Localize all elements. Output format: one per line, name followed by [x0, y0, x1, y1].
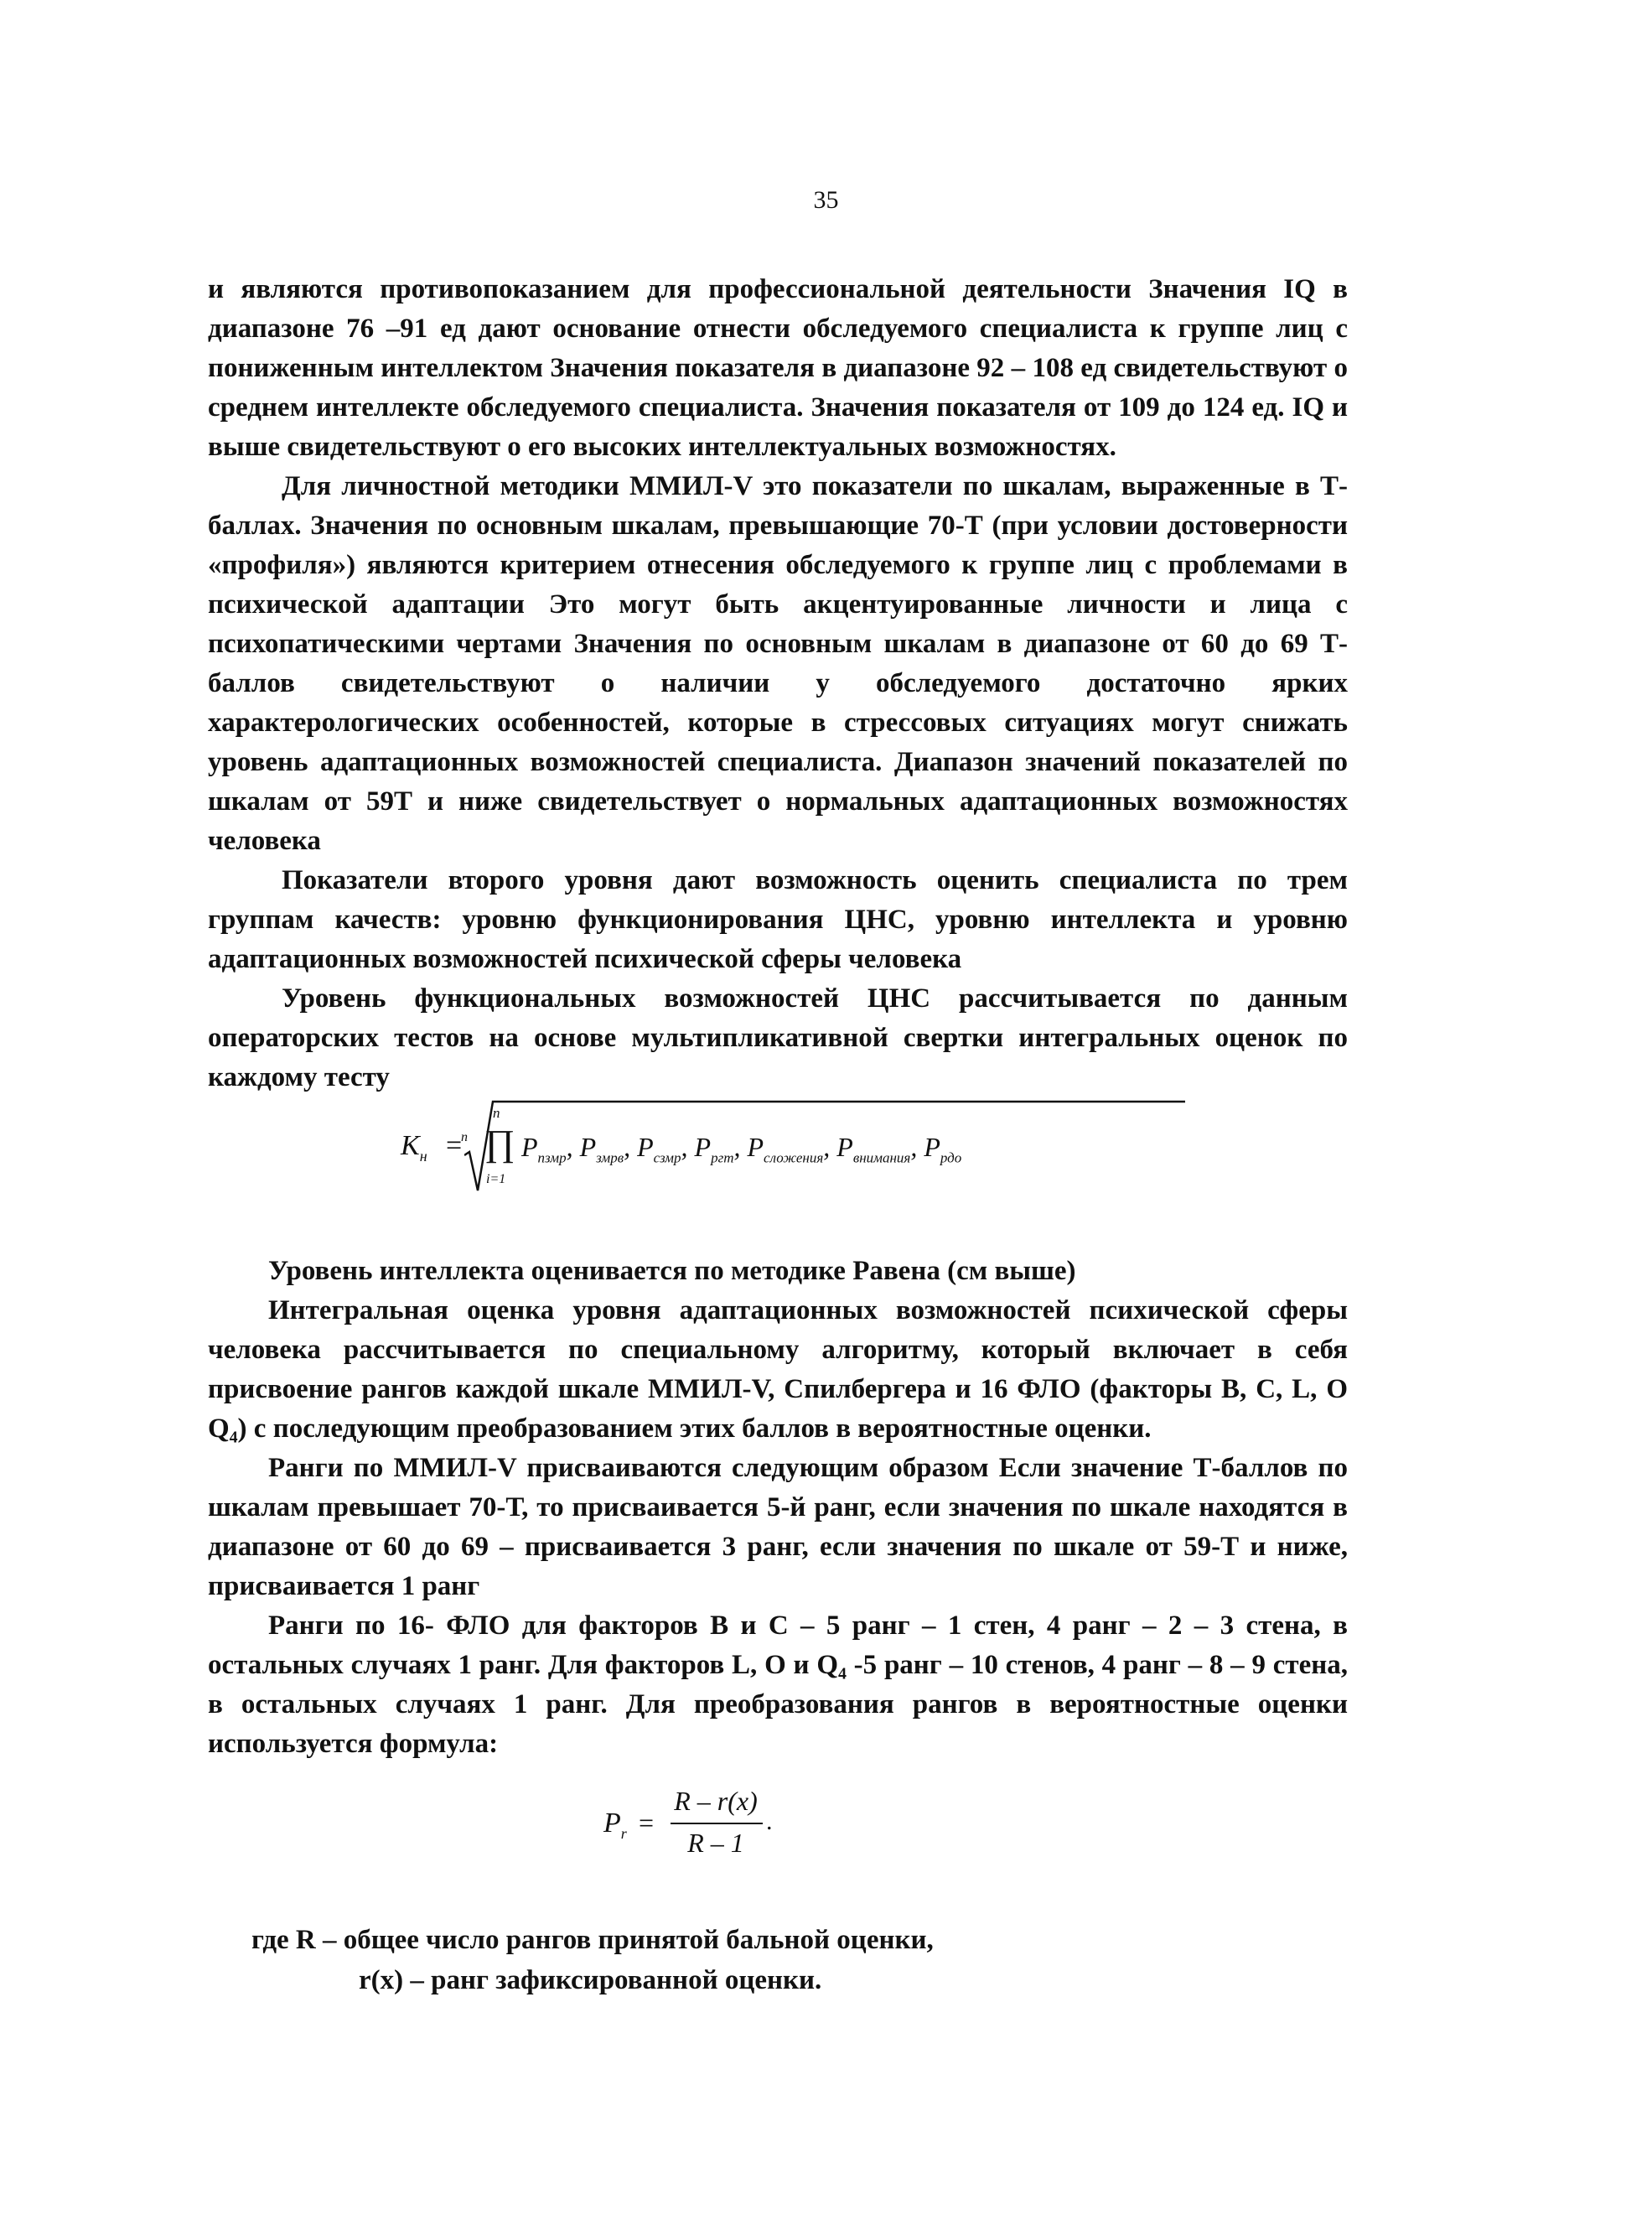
fraction-numerator: R – r(x) [674, 1786, 758, 1816]
legend-line-rx: r(x) – ранг зафиксированной оценки. [359, 1965, 822, 1995]
text-block-top [208, 270, 1348, 1097]
arg-p-rdo: $P_{рдо}$ [924, 1132, 962, 1166]
paragraph-ranks-mmil: Ранги по ММИЛ-V присваиваются следующим образом Если значение Т-баллов по шкалам превышает 70-Т, то присваивается 5-й ранг, если значения по шкале находятся в диапазоне от 60 до 69 – присваивается 3 ранг, если значения по шкале от 59-Т и ниже, присваивается 1 ранг [208, 1453, 1348, 1601]
page-number: 35 [813, 186, 839, 214]
legend-line-r: где R – общее число рангов принятой бальной оценки, [251, 1925, 934, 1955]
text-block-middle [208, 1252, 1348, 1764]
fraction-bar [671, 1823, 763, 1824]
equals-sign: = [446, 1130, 463, 1161]
arg-p-szmr: $P_{сзмр}$ [637, 1132, 681, 1166]
arg-p-vnimaniya: $P_{внимания}$ [836, 1132, 911, 1166]
formula-arguments: $P_{пзмр}$, $P_{змрв}$, $P_{сзмр}$, $P_{ргт}$, $P_{сложения}$, $P_{внимания}$, $P_{рдо}$ [521, 1132, 962, 1166]
product-upper-limit: n [493, 1105, 500, 1121]
paragraph-iq: и являются противопоказанием для профессиональной деятельности Значения IQ в диапазоне 76 –91 ед дают основание отнести обследуемого специалиста к группе лиц с пониженным интеллектом Значения показателя в диапазоне 92 – 108 ед свидетельствуют о среднем интеллекте обследуемого специалиста. Значения показателя от 109 до 124 ед. IQ и выше свидетельствуют о его высоких интеллектуальных возможностях. [208, 274, 1348, 462]
paragraph-second-level: Показатели второго уровня дают возможность оценить специалиста по трем группам качеств: уровню функционирования ЦНС, уровню интеллекта и уровню адаптационных возможностей психической сферы человека [208, 865, 1348, 974]
formula-2-trailing: . [766, 1808, 773, 1835]
arg-p-zmrv: $P_{змрв}$ [579, 1132, 624, 1166]
arg-p-slozheniya: $P_{сложения}$ [747, 1132, 824, 1166]
fraction-denominator: R – 1 [687, 1828, 744, 1858]
root-index: n [461, 1130, 468, 1144]
formula-2-lhs: $P_r$ [603, 1808, 627, 1842]
paragraph-integral: Интегральная оценка уровня адаптационных возможностей психической сферы человека рассчитывается по специальному алгоритму, который включает в себя присвоение рангов каждой шкале ММИЛ-V, Спилбергера и 16 ФЛО (факторы B, C, L, O Q₄) с последующим преобразованием этих баллов в вероятностные оценки. [208, 1295, 1348, 1444]
formula-lhs: $K_н$ [401, 1130, 427, 1164]
paragraph-ranks-16flo: Ранги по 16- ФЛО для факторов В и С – 5 ранг – 1 стен, 4 ранг – 2 – 3 стена, в остальных случаях 1 ранг. Для факторов L, O и Q₄ -5 ранг – 10 стенов, 4 ранг – 8 – 9 стена, в остальных случаях 1 ранг. Для преобразования рангов в вероятностные оценки используется формула: [208, 1611, 1348, 1759]
formula-legend [251, 1920, 934, 2000]
paragraph-raven: Уровень интеллекта оценивается по методике Равена (см выше) [268, 1256, 1076, 1286]
paragraph-cns: Уровень функциональных возможностей ЦНС рассчитывается по данным операторских тестов на основе мультипликативной свертки интегральных оценок по каждому тесту [208, 983, 1348, 1092]
product-lower-limit: i=1 [486, 1172, 506, 1186]
arg-p-pzmr: $P_{пзмр}$ [521, 1132, 567, 1166]
equals-sign-2: = [639, 1808, 655, 1838]
formula-probability [603, 1786, 805, 1870]
paragraph-mmil: Для личностной методики ММИЛ-V это показатели по шкалам, выраженные в Т-баллах. Значения по основным шкалам, превышающие 70-Т (при условии достоверности «профиля») являются критерием отнесения обследуемого к группе лиц с проблемами в психической адаптации Это могут быть акцентуированные личности и лица с психопатическими чертами Значения по основным шкалам в диапазоне от 60 до 69 Т-баллов свидетельствуют о наличии у обследуемого достаточно ярких характерологических особенностей, которые в стрессовых ситуациях могут снижать уровень адаптационных возможностей специалиста. Диапазон значений показателей по шкалам от 59Т и ниже свидетельствует о нормальных адаптационных возможностях человека [208, 471, 1348, 856]
formula-cns-level [394, 1097, 1148, 1197]
arg-p-rgt: $P_{ргт}$ [694, 1132, 734, 1166]
product-sign-icon: ∏ [484, 1123, 515, 1164]
